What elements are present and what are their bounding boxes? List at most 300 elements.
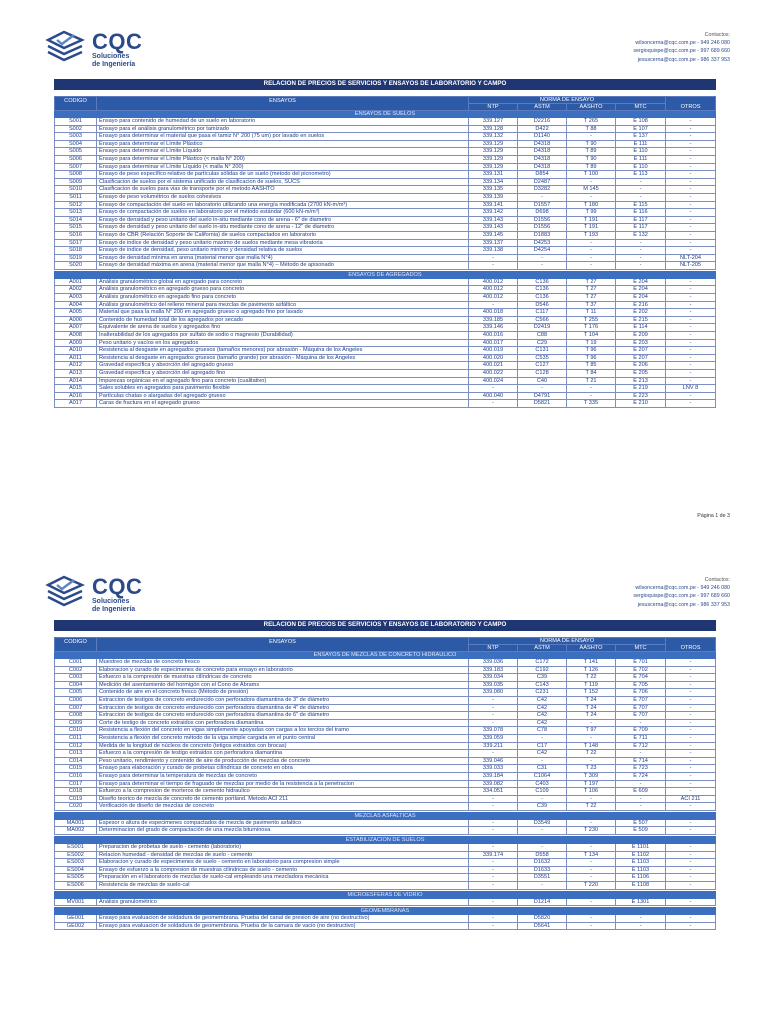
cell-mtc: E 204 xyxy=(616,286,666,294)
cell-ensayo: Impurezas orgánicas en el agregado fino para concreto (cualitativo) xyxy=(97,377,469,385)
cell-codigo: S004 xyxy=(55,140,97,148)
cell-astm: D1883 xyxy=(518,231,567,239)
cell-otros: - xyxy=(666,803,716,811)
table-row xyxy=(55,689,716,697)
table-row xyxy=(55,795,716,803)
contact-line[interactable]: jesuscerna@cqc.com.pe - 986 337 953 xyxy=(637,601,730,608)
cell-codigo: C020 xyxy=(55,803,97,811)
cell-ntp: 339.141 xyxy=(469,201,518,209)
contact-line[interactable]: wilsoncerna@cqc.com.pe - 949 246 080 xyxy=(635,40,730,47)
cell-ntp: 400.021 xyxy=(469,362,518,370)
table-row xyxy=(55,844,716,852)
cell-aashto: T 89 xyxy=(567,148,616,156)
cell-astm: D1632 xyxy=(518,859,567,867)
table-row xyxy=(55,772,716,780)
contact-line[interactable]: sergioquispe@cqc.com.pe - 997 689 660 xyxy=(633,593,730,600)
cell-mtc: - xyxy=(616,922,666,930)
cell-ntp: 339.183 xyxy=(469,666,518,674)
cell-astm: D1556 xyxy=(518,216,567,224)
cell-ntp: 339.129 xyxy=(469,140,518,148)
cell-mtc: E 110 xyxy=(616,148,666,156)
table-row xyxy=(55,231,716,239)
cell-ntp: 339.034 xyxy=(469,674,518,682)
cell-aashto: - xyxy=(567,133,616,141)
cell-aashto: T 27 xyxy=(567,286,616,294)
company-brand: CQC xyxy=(92,574,143,599)
cell-aashto: T 90 xyxy=(567,155,616,163)
cell-aashto: - xyxy=(567,898,616,906)
cell-codigo: C009 xyxy=(55,719,97,727)
cell-otros: - xyxy=(666,719,716,727)
cell-ensayo: Ensayo de densidad y peso unitario del suelo in-situ mediante cono de arena - 6" de diametro xyxy=(97,216,469,224)
cell-astm: - xyxy=(518,827,567,835)
table-row xyxy=(55,882,716,890)
table-title: RELACION DE PRECIOS DE SERVICIOS Y ENSAYOS DE LABORATORIO Y CAMPO xyxy=(55,621,716,631)
table-row xyxy=(55,874,716,882)
cell-astm: D4318 xyxy=(518,148,567,156)
cell-ntp: - xyxy=(469,704,518,712)
cell-astm: D4253 xyxy=(518,239,567,247)
cell-mtc: E 107 xyxy=(616,125,666,133)
table-title: RELACION DE PRECIOS DE SERVICIOS Y ENSAYOS DE LABORATORIO Y CAMPO xyxy=(55,80,716,90)
cell-ensayo: Ensayo de peso específico relativo de partículas sólidas de un suelo (metodo del picnometro) xyxy=(97,171,469,179)
table-row xyxy=(55,309,716,317)
cell-astm: C39 xyxy=(518,803,567,811)
cell-aashto: T 220 xyxy=(567,882,616,890)
cell-aashto: T 104 xyxy=(567,332,616,340)
table-row xyxy=(55,224,716,232)
cell-astm: D2216 xyxy=(518,118,567,126)
section-header-row xyxy=(55,111,716,118)
cell-astm: C535 xyxy=(518,354,567,362)
table-row xyxy=(55,125,716,133)
cell-codigo: S003 xyxy=(55,133,97,141)
cell-ensayo: Ensayo para determinar la temperatura de mezclas de concreto xyxy=(97,772,469,780)
cell-aashto: - xyxy=(567,795,616,803)
cell-mtc: E 709 xyxy=(616,727,666,735)
cell-otros: - xyxy=(666,286,716,294)
cell-astm: D422 xyxy=(518,125,567,133)
cell-mtc: E 209 xyxy=(616,332,666,340)
section-header-row xyxy=(55,271,716,278)
cell-mtc: E 203 xyxy=(616,339,666,347)
cell-mtc: E 213 xyxy=(616,377,666,385)
cell-mtc: E 117 xyxy=(616,224,666,232)
cell-ntp: 339.035 xyxy=(469,681,518,689)
cell-astm: C136 xyxy=(518,286,567,294)
table-row xyxy=(55,859,716,867)
table-row xyxy=(55,704,716,712)
cell-ensayo: Ensayo de compactación de suelos en laboratorio por el método estándar (600 kN-m/m³) xyxy=(97,209,469,217)
cell-astm: D5641 xyxy=(518,922,567,930)
table-row xyxy=(55,827,716,835)
cell-aashto: T 148 xyxy=(567,742,616,750)
section-header-row xyxy=(55,891,716,898)
section-title: ENSAYOS DE MEZCLAS DE CONCRETO HIDRÁULICO xyxy=(55,652,716,659)
cell-mtc: E 702 xyxy=(616,666,666,674)
cell-ensayo: Ensayo para determinar el tiempo de fraguado de mezclas por medio de la resistencia a la penetracion xyxy=(97,780,469,788)
cell-codigo: MA001 xyxy=(55,819,97,827)
cell-aashto: T 88 xyxy=(567,125,616,133)
cell-astm: C1064 xyxy=(518,772,567,780)
cell-ensayo: Diseño teorico de mezcla de concreto de cemento portland. Metodo ACI 211 xyxy=(97,795,469,803)
cell-ensayo: Esfuerzo a la compresión de testigo extraidos con perforadora diamantina xyxy=(97,750,469,758)
header-otros: OTROS xyxy=(666,638,716,652)
table-row xyxy=(55,247,716,255)
cell-mtc: E 210 xyxy=(616,400,666,408)
cell-mtc: E 1108 xyxy=(616,882,666,890)
cell-codigo: ES002 xyxy=(55,851,97,859)
cell-mtc: E 507 xyxy=(616,819,666,827)
cell-astm: C42 xyxy=(518,719,567,727)
cell-otros: - xyxy=(666,148,716,156)
cell-codigo: S018 xyxy=(55,247,97,255)
cell-aashto: T 255 xyxy=(567,316,616,324)
cell-mtc: E 117 xyxy=(616,216,666,224)
cell-codigo: A002 xyxy=(55,286,97,294)
cell-astm: C29 xyxy=(518,339,567,347)
cell-ensayo: Corte de testigo de concreto extraidos con perforadora diamantina xyxy=(97,719,469,727)
cell-aashto: - xyxy=(567,922,616,930)
cell-ntp: 334.051 xyxy=(469,788,518,796)
cell-ntp: 339.127 xyxy=(469,118,518,126)
table-row xyxy=(55,332,716,340)
cell-otros: - xyxy=(666,224,716,232)
cell-astm: D1140 xyxy=(518,133,567,141)
cell-ntp: - xyxy=(469,874,518,882)
cell-aashto: - xyxy=(567,874,616,882)
cell-codigo: S020 xyxy=(55,262,97,270)
cell-astm: C39 xyxy=(518,674,567,682)
table-row xyxy=(55,719,716,727)
cell-otros: - xyxy=(666,354,716,362)
contacts-label: Contactos: xyxy=(704,577,730,583)
cell-mtc: E 724 xyxy=(616,772,666,780)
cell-codigo: C006 xyxy=(55,696,97,704)
cell-otros: - xyxy=(666,750,716,758)
cell-aashto: T 152 xyxy=(567,689,616,697)
cell-mtc: - xyxy=(616,254,666,262)
section-title: GEOMEMBRANAS xyxy=(55,908,716,915)
cell-codigo: C015 xyxy=(55,765,97,773)
table-row xyxy=(55,193,716,201)
cell-mtc: E 1301 xyxy=(616,898,666,906)
cell-ensayo: Ensayo de esfuerzo a la compresion de muestras cilindricas de suelo - cemento xyxy=(97,866,469,874)
cell-codigo: S016 xyxy=(55,231,97,239)
cell-codigo: C001 xyxy=(55,659,97,667)
cell-mtc: - xyxy=(616,247,666,255)
section-title: MICROESFERAS DE VIDRIO xyxy=(55,891,716,898)
table-row xyxy=(55,377,716,385)
cell-ensayo: Resistencia a flexión del concreto en vigas simplemente apoyadas con cargas a los tercios del tramo xyxy=(97,727,469,735)
cell-ensayo: Análisis granulométrico en agregado grueso para concreto xyxy=(97,286,469,294)
cell-mtc: E 114 xyxy=(616,324,666,332)
cell-astm: C128 xyxy=(518,370,567,378)
cell-aashto: T 134 xyxy=(567,851,616,859)
cell-codigo: ES006 xyxy=(55,882,97,890)
cell-astm: C17 xyxy=(518,742,567,750)
cell-codigo: A006 xyxy=(55,316,97,324)
cell-ntp: 339.129 xyxy=(469,163,518,171)
cell-mtc: - xyxy=(616,750,666,758)
cell-astm: - xyxy=(518,385,567,393)
cell-mtc: E 704 xyxy=(616,674,666,682)
cell-mtc: - xyxy=(616,795,666,803)
cell-codigo: C007 xyxy=(55,704,97,712)
cell-ensayo: Verificación de diseño de mezclas de concreto xyxy=(97,803,469,811)
cell-aashto: - xyxy=(567,859,616,867)
cell-ensayo: Ensayo para evaluacion de soldadura de geomembrana. Prueba de la camara de vacio (no destructivo) xyxy=(97,922,469,930)
cell-otros: - xyxy=(666,316,716,324)
cell-mtc: E 204 xyxy=(616,278,666,286)
section-header-row xyxy=(55,812,716,819)
cell-ensayo: Medida de la longitud de núcleos de concreto (tetigos extraidos con brocas) xyxy=(97,742,469,750)
cell-mtc: E 137 xyxy=(616,133,666,141)
cell-ensayo: Ensayo para determinar el Límite Líquido xyxy=(97,148,469,156)
cell-ensayo: Elaboracion y curado de especimenes de concreto para ensayo en laboratorio xyxy=(97,666,469,674)
cell-aashto: - xyxy=(567,392,616,400)
cell-mtc: E 116 xyxy=(616,209,666,217)
cell-codigo: S011 xyxy=(55,193,97,201)
cell-otros: - xyxy=(666,178,716,186)
table-row xyxy=(55,681,716,689)
cell-aashto: T 96 xyxy=(567,354,616,362)
cell-codigo: A011 xyxy=(55,354,97,362)
cell-astm: D4791 xyxy=(518,392,567,400)
header-norma: NORMA DE ENSAYO xyxy=(469,638,666,645)
cell-mtc: - xyxy=(616,186,666,194)
cell-aashto: T 22 xyxy=(567,674,616,682)
table-row xyxy=(55,301,716,309)
table-row xyxy=(55,339,716,347)
cell-ensayo: Medición del asentamiento del hormigón con el Cono de Abrams xyxy=(97,681,469,689)
cell-astm: D2487 xyxy=(518,178,567,186)
cell-codigo: A007 xyxy=(55,324,97,332)
table-row xyxy=(55,294,716,302)
cell-aashto: T 23 xyxy=(567,765,616,773)
cell-astm: C136 xyxy=(518,278,567,286)
cell-ensayo: Ensayo de CBR (Relación Soporte de California) de suelos compactados en laboratorio xyxy=(97,231,469,239)
cell-mtc: - xyxy=(616,719,666,727)
cell-otros: - xyxy=(666,377,716,385)
cell-astm: D4318 xyxy=(518,155,567,163)
cell-ntp: 339.129 xyxy=(469,148,518,156)
table-row xyxy=(55,734,716,742)
cell-ntp: - xyxy=(469,400,518,408)
price-list-page-2 xyxy=(0,555,768,1024)
cell-mtc: E 707 xyxy=(616,696,666,704)
cell-astm: C131 xyxy=(518,347,567,355)
price-table-wrapper xyxy=(54,79,715,408)
cell-ntp: 400.017 xyxy=(469,339,518,347)
header-otros: OTROS xyxy=(666,97,716,111)
cell-ntp: - xyxy=(469,719,518,727)
cell-aashto: - xyxy=(567,719,616,727)
cell-otros: - xyxy=(666,844,716,852)
table-row xyxy=(55,370,716,378)
cell-ntp: 339.145 xyxy=(469,231,518,239)
cell-mtc: E 711 xyxy=(616,734,666,742)
cell-ensayo: Ensayo para determinar el material que pasa el tamiz N° 200 (75 um) por lavado en suelos xyxy=(97,133,469,141)
cell-mtc: E 111 xyxy=(616,140,666,148)
cell-otros: - xyxy=(666,216,716,224)
cell-astm: D1556 xyxy=(518,224,567,232)
cell-ensayo: Extraccion de testigos de concreto endurecido con perforadora diamantina de 4" de diámetro xyxy=(97,704,469,712)
cell-codigo: A009 xyxy=(55,339,97,347)
cell-ensayo: Determinacion del grado de compactación de una mezcla bituminosa xyxy=(97,827,469,835)
cell-aashto: - xyxy=(567,844,616,852)
cell-ensayo: Gravedad específica y absorción del agregado fino xyxy=(97,370,469,378)
cell-mtc: E 1103 xyxy=(616,866,666,874)
cell-astm: C31 xyxy=(518,765,567,773)
cell-codigo: S012 xyxy=(55,201,97,209)
cell-mtc: E 132 xyxy=(616,231,666,239)
cell-mtc: E 1106 xyxy=(616,874,666,882)
cell-astm: - xyxy=(518,254,567,262)
cell-ntp: 339.139 xyxy=(469,193,518,201)
cell-ensayo: Inalterabilidad de los agregados por sulfato de sodio o magnesio (Durabilidad) xyxy=(97,332,469,340)
cell-ensayo: Ensayo para determinar el Límite Plástico xyxy=(97,140,469,148)
cell-aashto: T 89 xyxy=(567,163,616,171)
cell-astm: D854 xyxy=(518,171,567,179)
cell-astm: C88 xyxy=(518,332,567,340)
cell-astm: D3282 xyxy=(518,186,567,194)
cell-codigo: S005 xyxy=(55,148,97,156)
cell-ensayo: Ensayo para determinar el Límite Plástico (< malla N° 200) xyxy=(97,155,469,163)
table-row xyxy=(55,362,716,370)
table-row xyxy=(55,898,716,906)
cell-astm: C117 xyxy=(518,309,567,317)
cell-otros: - xyxy=(666,247,716,255)
cell-ensayo: Relacion humedad - densidad de mezclas de suelo - cemento xyxy=(97,851,469,859)
table-row xyxy=(55,163,716,171)
cell-ntp: - xyxy=(469,696,518,704)
cell-otros: - xyxy=(666,392,716,400)
cell-codigo: C013 xyxy=(55,750,97,758)
cell-ntp: - xyxy=(469,262,518,270)
table-row xyxy=(55,316,716,324)
cell-ntp: 400.012 xyxy=(469,278,518,286)
cell-ensayo: Resistencia al desgaste en agregados gruesos (tamaño grande) por abrasión - Máquina de los Angeles xyxy=(97,354,469,362)
cell-ensayo: Extraccion de testigos de concreto endurecido con perforadora diamantina de 3" de diámetro xyxy=(97,696,469,704)
cell-codigo: A004 xyxy=(55,301,97,309)
cell-ntp: 339.078 xyxy=(469,727,518,735)
cell-ntp: - xyxy=(469,898,518,906)
cell-aashto: - xyxy=(567,193,616,201)
cell-codigo: C012 xyxy=(55,742,97,750)
cell-aashto: T 100 xyxy=(567,171,616,179)
cell-mtc: E 1101 xyxy=(616,844,666,852)
table-row xyxy=(55,696,716,704)
cell-otros: ACI 211 xyxy=(666,795,716,803)
cell-mtc: E 707 xyxy=(616,712,666,720)
cell-ntp: 339.080 xyxy=(469,689,518,697)
cell-aashto: T 97 xyxy=(567,727,616,735)
cell-astm: C42 xyxy=(518,750,567,758)
cell-ntp: 400.018 xyxy=(469,309,518,317)
cell-aashto: T 22 xyxy=(567,750,616,758)
cell-mtc: E 113 xyxy=(616,171,666,179)
cell-aashto: T 180 xyxy=(567,201,616,209)
table-row xyxy=(55,239,716,247)
cell-aashto: T 11 xyxy=(567,309,616,317)
cell-aashto: T 335 xyxy=(567,400,616,408)
cell-mtc: - xyxy=(616,262,666,270)
cell-otros: - xyxy=(666,659,716,667)
logo-layers-icon xyxy=(44,26,88,66)
cell-astm: C42 xyxy=(518,704,567,712)
cell-otros: - xyxy=(666,155,716,163)
table-row xyxy=(55,742,716,750)
cell-ensayo: Material que pasa la malla N° 200 en agregado grueso o agregado fino por lavado xyxy=(97,309,469,317)
company-tagline xyxy=(92,598,135,613)
cell-mtc: E 714 xyxy=(616,757,666,765)
cell-codigo: ES004 xyxy=(55,866,97,874)
cell-codigo: C005 xyxy=(55,689,97,697)
cell-ntp: 339.185 xyxy=(469,316,518,324)
cell-astm: C192 xyxy=(518,666,567,674)
cell-otros: - xyxy=(666,118,716,126)
section-header-row xyxy=(55,908,716,915)
cell-ensayo: Esfuerzo a la compresión de muestras cilíndricas de concreto xyxy=(97,674,469,682)
cell-astm: D2419 xyxy=(518,324,567,332)
cell-astm: D1557 xyxy=(518,201,567,209)
cell-otros: - xyxy=(666,819,716,827)
cell-aashto: - xyxy=(567,915,616,923)
contact-line[interactable]: sergioquispe@cqc.com.pe - 997 689 660 xyxy=(633,48,730,55)
cell-ensayo: Contenido de humedad total de los agregados por secado xyxy=(97,316,469,324)
cell-aashto: T 22 xyxy=(567,803,616,811)
cell-codigo: C008 xyxy=(55,712,97,720)
cell-mtc: E 110 xyxy=(616,163,666,171)
cell-astm: D1633 xyxy=(518,866,567,874)
cell-mtc: E 609 xyxy=(616,788,666,796)
cell-ensayo: Ensayo para determinar el Límite Líquido (< malla N° 200) xyxy=(97,163,469,171)
cell-ntp: - xyxy=(469,385,518,393)
cell-ensayo: Análisis granulométrico xyxy=(97,898,469,906)
contact-line[interactable]: jesuscerna@cqc.com.pe - 986 337 953 xyxy=(637,56,730,63)
tagline-line: de Ingeniería xyxy=(92,605,136,613)
cell-otros: - xyxy=(666,125,716,133)
cell-astm: D5821 xyxy=(518,400,567,408)
cell-mtc: E 115 xyxy=(616,201,666,209)
cell-codigo: A001 xyxy=(55,278,97,286)
cell-ntp: 339.132 xyxy=(469,133,518,141)
cell-codigo: S009 xyxy=(55,178,97,186)
cell-ntp: 339.131 xyxy=(469,171,518,179)
cell-aashto: T 85 xyxy=(567,362,616,370)
cell-otros: - xyxy=(666,140,716,148)
table-row xyxy=(55,712,716,720)
table-row xyxy=(55,385,716,393)
table-row xyxy=(55,392,716,400)
cell-aashto: - xyxy=(567,866,616,874)
tagline-line: de Ingeniería xyxy=(92,60,136,68)
cell-ntp: 339.211 xyxy=(469,742,518,750)
header-astm: ASTM xyxy=(518,645,567,652)
table-row xyxy=(55,788,716,796)
cell-mtc: E 701 xyxy=(616,659,666,667)
cell-astm: D546 xyxy=(518,301,567,309)
cell-aashto: T 24 xyxy=(567,704,616,712)
header-aashto: AASHTO xyxy=(567,645,616,652)
cell-ntp: 400.012 xyxy=(469,286,518,294)
cell-astm: - xyxy=(518,193,567,201)
contact-line[interactable]: wilsoncerna@cqc.com.pe - 949 246 080 xyxy=(635,585,730,592)
cell-otros: - xyxy=(666,339,716,347)
cell-astm: C42 xyxy=(518,696,567,704)
cell-aashto: T 21 xyxy=(567,377,616,385)
